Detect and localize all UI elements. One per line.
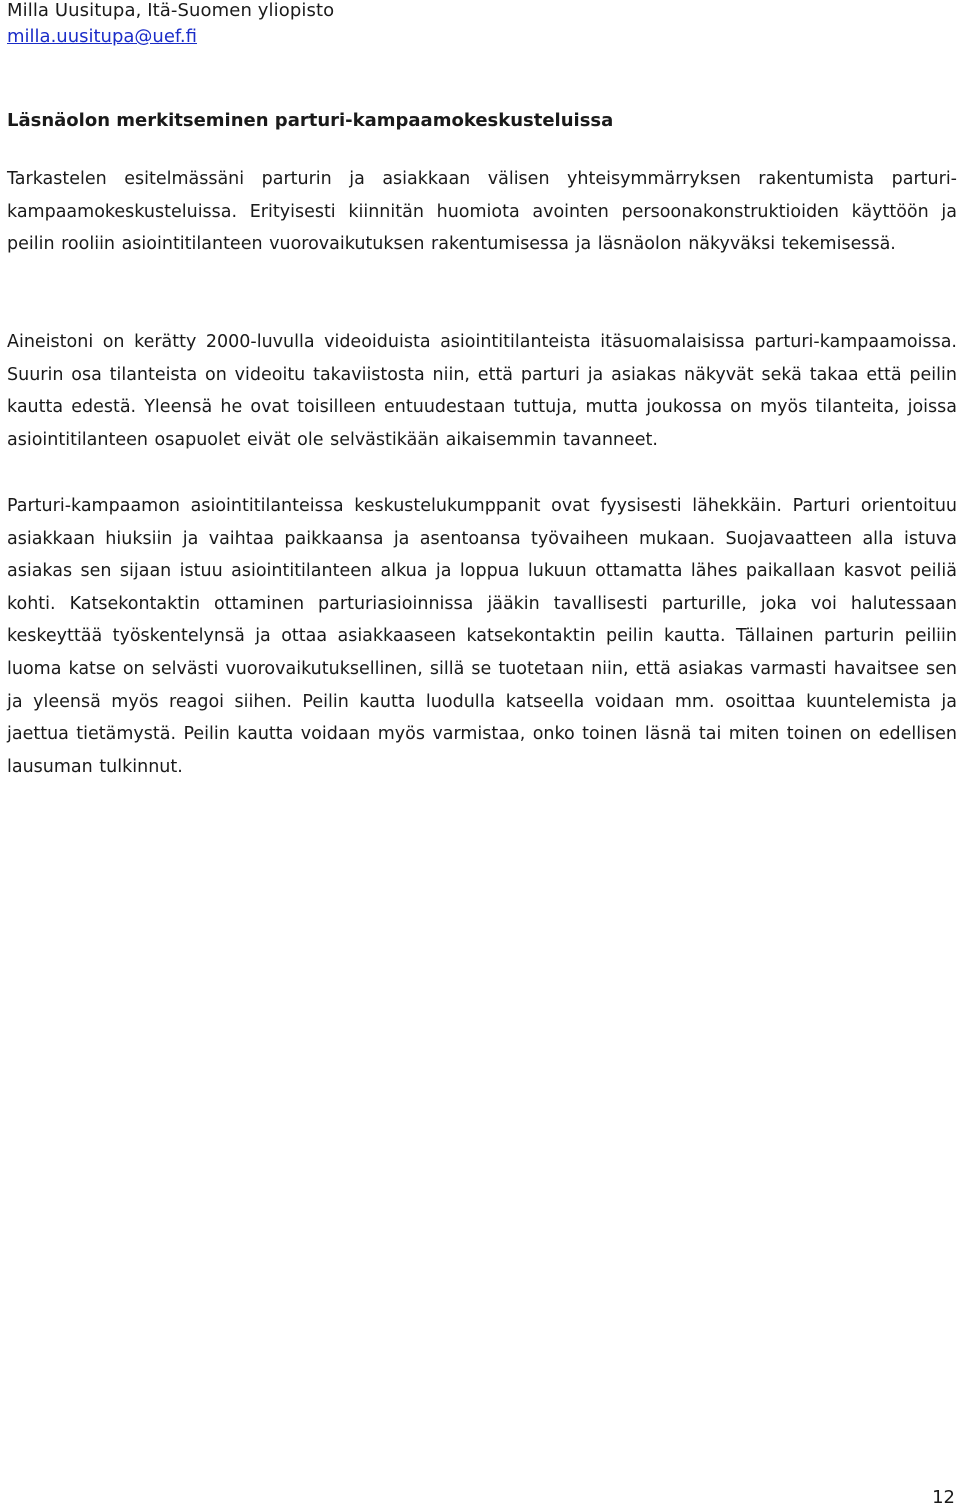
paragraph-analysis: Parturi-kampaamon asiointitilanteissa keskustelukumppanit ovat fyysisesti lähekkäin. Parturi orientoituu asiakkaan hiuksiin ja vaihtaa paikkaansa ja asentoansa työvaiheen mukaan. Suojavaatteen alla istuva asiakas sen sijaan istuu asiointitilanteen alkua ja loppua lukuun ottamatta lähes paikallaan kasvot peiliä kohti. Katsekontaktin ottaminen parturiasioinnissa jääkin tavallisesti parturille, joka voi halutessaan keskeyttää työskentelynsä ja ottaa asiakkaaseen katsekontaktin peilin kautta. Tällainen parturin peiliin luoma katse on selvästi vuorovaikutuksellinen, sillä se tuotetaan niin, että asiakas varmasti havaitsee sen ja yleensä myös reagoi siihen. Peilin kautta luodulla katseella voidaan mm. osoittaa kuuntelemista ja jaettua tietämystä. Peilin kautta voidaan myös varmistaa, onko toinen läsnä tai miten toinen on edellisen lausuman tulkinnut. <box>7 496 957 777</box>
paragraph-intro: Tarkastelen esitelmässäni parturin ja asiakkaan välisen yhteisymmärryksen rakentumista parturi-kampaamokeskusteluissa. Erityisesti kiinnitän huomiota avointen persoonakonstruktioiden käyttöön ja peilin rooliin asiointitilanteen vuorovaikutuksen rakentumisessa ja läsnäolon näkyväksi tekemisessä. <box>7 169 957 255</box>
author-line: Milla Uusitupa, Itä-Suomen yliopisto <box>7 0 335 21</box>
author-email-link[interactable]: milla.uusitupa@uef.fi <box>7 26 197 47</box>
abstract-title: Läsnäolon merkitseminen parturi-kampaamokeskusteluissa <box>7 110 614 131</box>
paragraph-data: Aineistoni on kerätty 2000-luvulla videoiduista asiointitilanteista itäsuomalaisissa parturi-kampaamoissa. Suurin osa tilanteista on videoitu takaviistosta niin, että parturi ja asiakas näkyvät sekä takaa että peilin kautta edestä. Yleensä he ovat toisilleen entuudestaan tuttuja, mutta joukossa on myös tilanteita, joissa asiointitilanteen osapuolet eivät ole selvästikään aikaisemmin tavanneet. <box>7 332 957 450</box>
page-number: 12 <box>932 1487 955 1508</box>
